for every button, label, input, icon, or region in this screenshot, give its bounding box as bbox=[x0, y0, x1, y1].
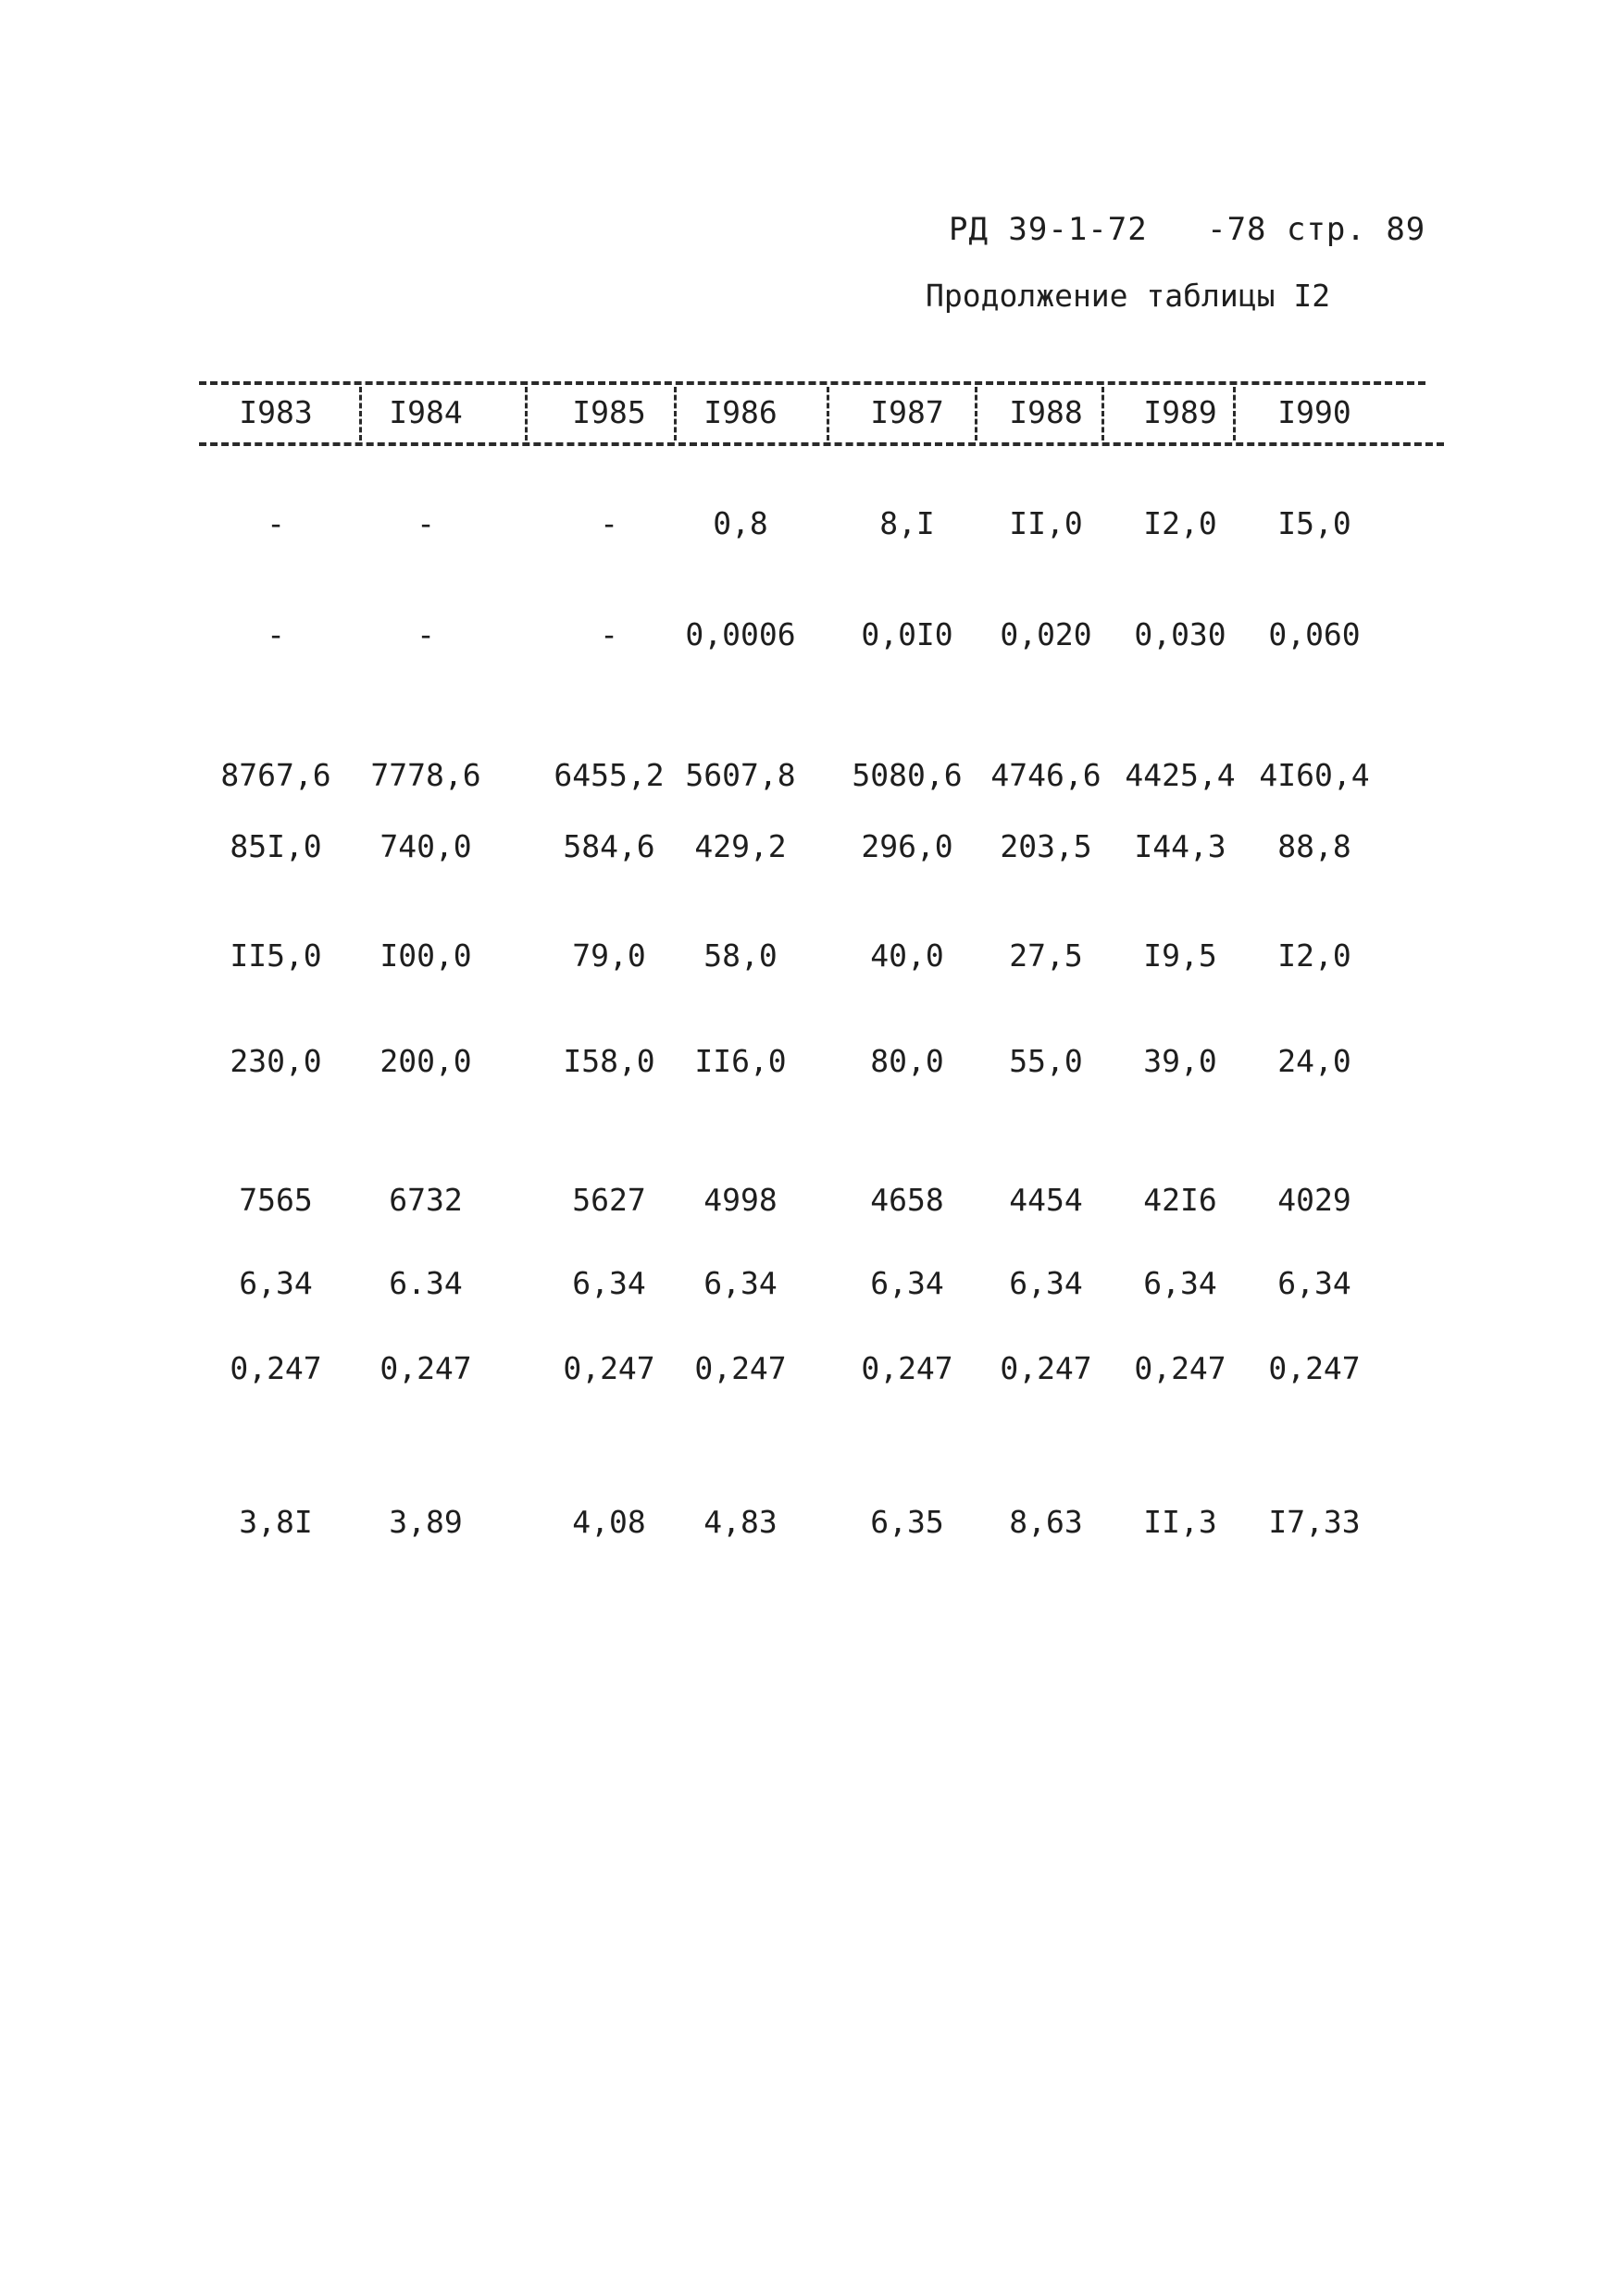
table-cell: 24,0 bbox=[1277, 1043, 1351, 1079]
table-cell: - bbox=[267, 616, 285, 652]
column-separator bbox=[674, 387, 677, 441]
column-header: I989 bbox=[1143, 394, 1217, 430]
column-header: I985 bbox=[572, 394, 646, 430]
table-cell: 3,89 bbox=[389, 1504, 463, 1540]
table-cell: I44,3 bbox=[1134, 828, 1226, 864]
table-cell: I2,0 bbox=[1143, 505, 1217, 541]
column-separator bbox=[1233, 387, 1236, 441]
table-cell: - bbox=[267, 505, 285, 541]
table-cell: 6,34 bbox=[703, 1265, 778, 1301]
table-cell: 5627 bbox=[572, 1182, 646, 1218]
table-cell: I7,33 bbox=[1268, 1504, 1361, 1540]
table-cell: 5607,8 bbox=[685, 757, 796, 793]
table-cell: 7778,6 bbox=[370, 757, 481, 793]
table-cell: II,3 bbox=[1143, 1504, 1217, 1540]
column-separator bbox=[827, 387, 829, 441]
table-cell: I9,5 bbox=[1143, 937, 1217, 974]
table-cell: II6,0 bbox=[694, 1043, 787, 1079]
table-cell: 0,247 bbox=[694, 1350, 787, 1386]
table-cell: 4746,6 bbox=[990, 757, 1101, 793]
table-cell: 0,247 bbox=[1134, 1350, 1226, 1386]
table-cell: 4,83 bbox=[703, 1504, 778, 1540]
table-cell: 8,I bbox=[879, 505, 935, 541]
column-separator bbox=[359, 387, 362, 441]
table-cell: 296,0 bbox=[861, 828, 953, 864]
document-code: РД 39-1-72 -78 стр. 89 bbox=[949, 211, 1426, 248]
header-rule-top bbox=[199, 381, 1425, 385]
column-header: I986 bbox=[703, 394, 778, 430]
table-cell: 0,8 bbox=[713, 505, 768, 541]
table-cell: 0,030 bbox=[1134, 616, 1226, 652]
table-cell: 4658 bbox=[870, 1182, 944, 1218]
table-cell: - bbox=[600, 505, 618, 541]
table-cell: 7565 bbox=[239, 1182, 313, 1218]
table-cell: 6,35 bbox=[870, 1504, 944, 1540]
table-cell: 8,63 bbox=[1009, 1504, 1083, 1540]
table-cell: 230,0 bbox=[230, 1043, 322, 1079]
table-cell: 0,247 bbox=[1268, 1350, 1361, 1386]
table-cell: 0,247 bbox=[1000, 1350, 1092, 1386]
table-cell: I58,0 bbox=[563, 1043, 655, 1079]
table-cell: 6455,2 bbox=[554, 757, 665, 793]
table-cell: 6,34 bbox=[1009, 1265, 1083, 1301]
column-separator bbox=[1101, 387, 1104, 441]
column-separator bbox=[525, 387, 528, 441]
table-cell: 6,34 bbox=[239, 1265, 313, 1301]
table-cell: 0,060 bbox=[1268, 616, 1361, 652]
table-cell: 8767,6 bbox=[220, 757, 331, 793]
column-separator bbox=[975, 387, 977, 441]
table-cell: 4029 bbox=[1277, 1182, 1351, 1218]
column-header: I987 bbox=[870, 394, 944, 430]
table-cell: 6,34 bbox=[870, 1265, 944, 1301]
table-cell: 88,8 bbox=[1277, 828, 1351, 864]
table-cell: 79,0 bbox=[572, 937, 646, 974]
table-cell: 0,020 bbox=[1000, 616, 1092, 652]
table-cell: 584,6 bbox=[563, 828, 655, 864]
table-cell: I00,0 bbox=[380, 937, 472, 974]
table-cell: 4I60,4 bbox=[1259, 757, 1370, 793]
table-cell: 429,2 bbox=[694, 828, 787, 864]
table-cell: 39,0 bbox=[1143, 1043, 1217, 1079]
table-cell: 40,0 bbox=[870, 937, 944, 974]
table-cell: 4454 bbox=[1009, 1182, 1083, 1218]
table-cell: 6732 bbox=[389, 1182, 463, 1218]
table-cell: 55,0 bbox=[1009, 1043, 1083, 1079]
table-cell: - bbox=[417, 616, 435, 652]
column-header: I988 bbox=[1009, 394, 1083, 430]
table-cell: 42I6 bbox=[1143, 1182, 1217, 1218]
table-cell: 0,0I0 bbox=[861, 616, 953, 652]
table-cell: II,0 bbox=[1009, 505, 1083, 541]
table-cell: 0,247 bbox=[380, 1350, 472, 1386]
table-caption: Продолжение таблицы I2 bbox=[926, 278, 1331, 314]
table-cell: 0,247 bbox=[230, 1350, 322, 1386]
table-cell: II5,0 bbox=[230, 937, 322, 974]
table-cell: 200,0 bbox=[380, 1043, 472, 1079]
table-cell: 4998 bbox=[703, 1182, 778, 1218]
table-cell: I5,0 bbox=[1277, 505, 1351, 541]
table-cell: 58,0 bbox=[703, 937, 778, 974]
table-cell: 740,0 bbox=[380, 828, 472, 864]
table-cell: 85I,0 bbox=[230, 828, 322, 864]
table-cell: I2,0 bbox=[1277, 937, 1351, 974]
table-cell: 5080,6 bbox=[852, 757, 963, 793]
table-cell: - bbox=[417, 505, 435, 541]
table-cell: 6,34 bbox=[1143, 1265, 1217, 1301]
column-header: I983 bbox=[239, 394, 313, 430]
table-cell: 0,247 bbox=[563, 1350, 655, 1386]
table-cell: - bbox=[600, 616, 618, 652]
table-cell: 0,0006 bbox=[685, 616, 796, 652]
table-cell: 4,08 bbox=[572, 1504, 646, 1540]
column-header: I984 bbox=[389, 394, 463, 430]
table-cell: 3,8I bbox=[239, 1504, 313, 1540]
table-cell: 6,34 bbox=[1277, 1265, 1351, 1301]
table-cell: 0,247 bbox=[861, 1350, 953, 1386]
column-header: I990 bbox=[1277, 394, 1351, 430]
table-cell: 80,0 bbox=[870, 1043, 944, 1079]
table-cell: 6,34 bbox=[572, 1265, 646, 1301]
table-cell: 6.34 bbox=[389, 1265, 463, 1301]
table-cell: 203,5 bbox=[1000, 828, 1092, 864]
header-rule-bottom bbox=[199, 442, 1444, 446]
table-cell: 27,5 bbox=[1009, 937, 1083, 974]
table-cell: 4425,4 bbox=[1125, 757, 1236, 793]
